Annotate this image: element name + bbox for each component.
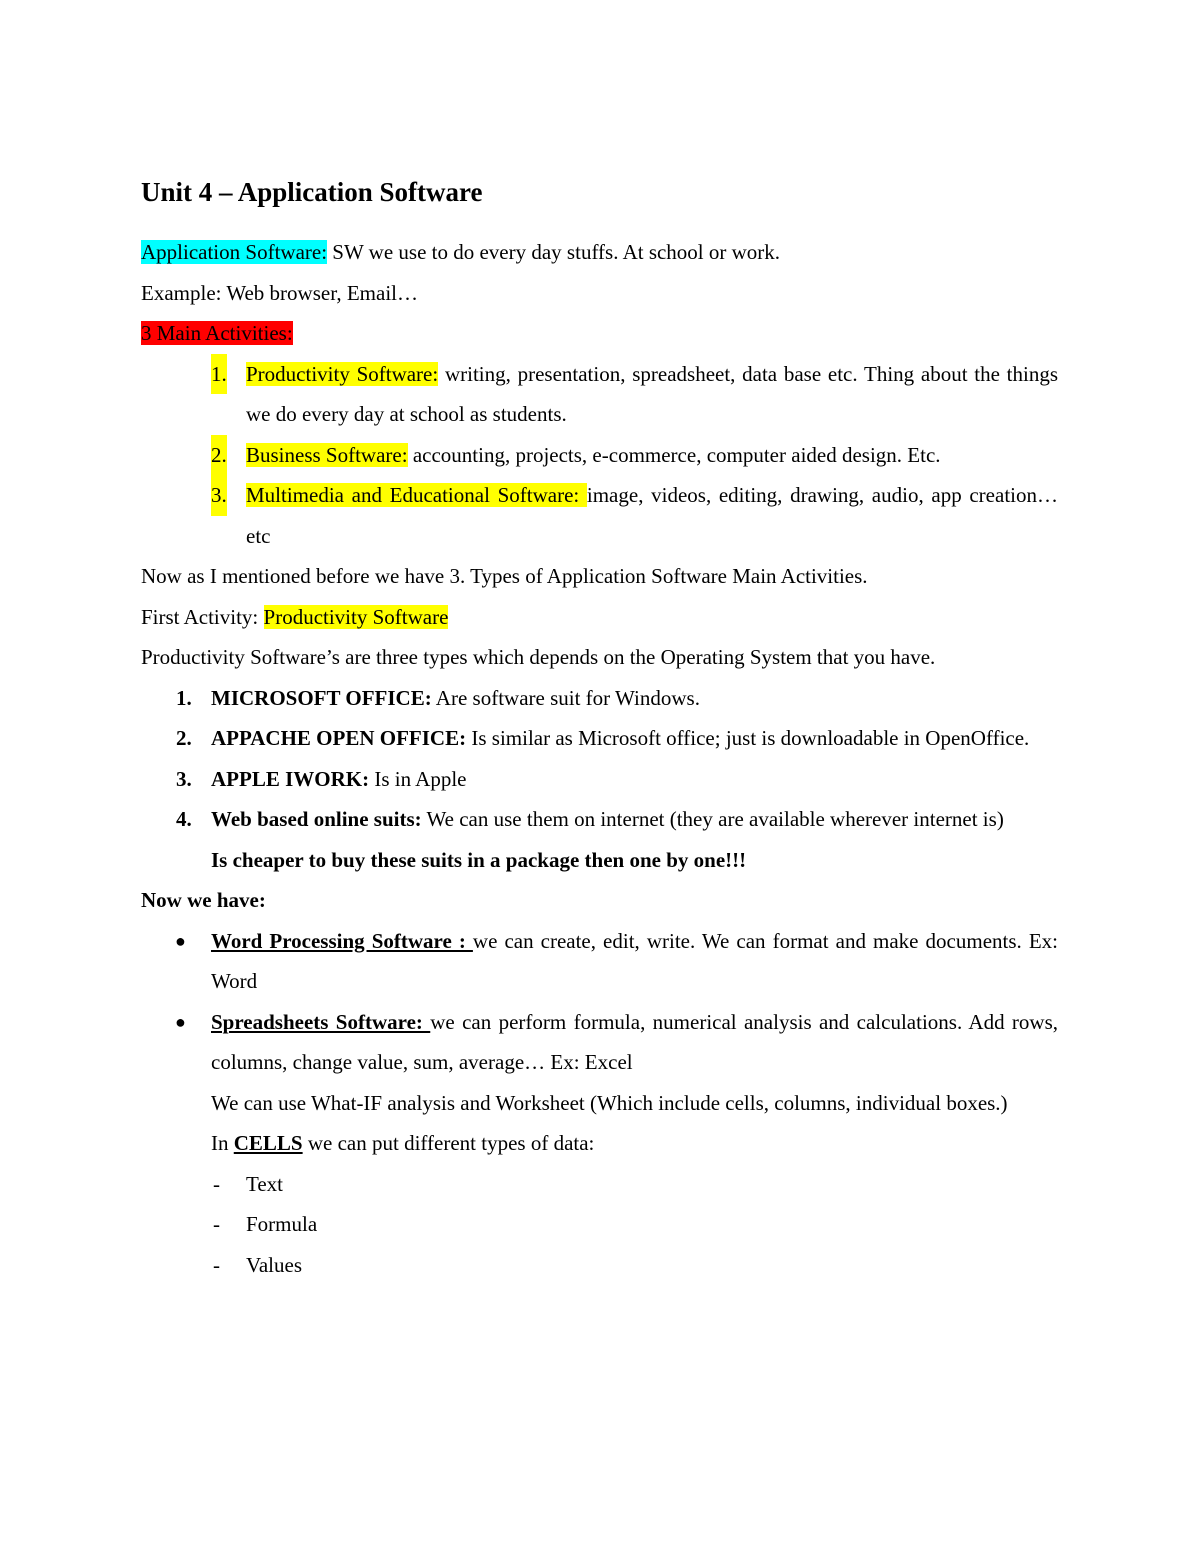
cells-prefix: In bbox=[211, 1131, 234, 1155]
data-type-item bbox=[141, 1204, 1058, 1245]
activity-item bbox=[141, 354, 1058, 435]
suite-label: MICROSOFT OFFICE: bbox=[211, 685, 432, 710]
activity-label: Business Software: bbox=[246, 442, 408, 467]
activities-heading bbox=[141, 313, 1058, 354]
bullet-icon: ● bbox=[175, 1011, 186, 1032]
cells-suffix: we can put different types of data: bbox=[302, 1131, 595, 1155]
mentioned-paragraph: Now as I mentioned before we have 3. Types of Application Software Main Activities. bbox=[141, 564, 868, 588]
document-body bbox=[141, 232, 1058, 1285]
cells-word: CELLS bbox=[233, 1131, 303, 1155]
bullet-text: we can perform formula, numerical analysis and calculations. Add rows, columns, change value, sum, average… Ex: Excel bbox=[211, 1009, 1059, 1074]
activity-number: 3. bbox=[211, 475, 227, 516]
suite-text: We can use them on internet (they are available wherever internet is) bbox=[421, 807, 1004, 831]
data-type-item bbox=[141, 1245, 1058, 1286]
now-we-have-heading bbox=[141, 880, 1058, 921]
activity-item bbox=[141, 435, 1058, 476]
suite-text: Is in Apple bbox=[369, 766, 467, 791]
bullet-item bbox=[141, 1002, 1058, 1083]
suite-number: 1. bbox=[176, 685, 192, 710]
cells-paragraph bbox=[141, 1123, 1058, 1164]
suite-label: Web based online suits: bbox=[211, 807, 422, 831]
now-we-have-text: Now we have: bbox=[141, 888, 266, 912]
bullet-icon: ● bbox=[175, 930, 186, 951]
dash-marker: - bbox=[213, 1212, 220, 1236]
suite-label: APPLE IWORK: bbox=[211, 766, 370, 791]
definition-paragraph bbox=[141, 232, 1058, 273]
data-type-item bbox=[141, 1164, 1058, 1205]
first-activity-prefix: First Activity: bbox=[141, 604, 264, 629]
data-type-text: Formula bbox=[246, 1212, 318, 1236]
activity-number: 2. bbox=[211, 435, 227, 476]
suite-item bbox=[141, 799, 1058, 840]
dash-marker: - bbox=[213, 1171, 220, 1196]
data-type-text: Values bbox=[246, 1252, 302, 1277]
page-title: Unit 4 – Application Software bbox=[141, 177, 483, 207]
cheaper-note-text: Is cheaper to buy these suits in a package then one by one!!! bbox=[211, 847, 747, 872]
software-bullets bbox=[141, 921, 1058, 1083]
activity-label: Multimedia and Educational Software: bbox=[246, 483, 587, 507]
activity-text: accounting, projects, e-commerce, computer aided design. Etc. bbox=[407, 442, 941, 467]
whatif-paragraph: We can use What-IF analysis and Worksheet (Which include cells, columns, individual boxes.) bbox=[211, 1090, 1008, 1115]
data-types-list bbox=[141, 1164, 1058, 1286]
suite-text: Is similar as Microsoft office; just is downloadable in OpenOffice. bbox=[466, 726, 1030, 750]
bullet-label: Spreadsheets Software: bbox=[211, 1009, 431, 1034]
first-activity-highlight: Productivity Software bbox=[263, 604, 449, 629]
suite-number: 3. bbox=[176, 766, 192, 791]
definition-term: Application Software: bbox=[141, 240, 328, 264]
suite-item bbox=[141, 678, 1058, 719]
activity-text: writing, presentation, spreadsheet, data base etc. Thing about the things we do every day at school as students. bbox=[246, 361, 1058, 426]
suite-item bbox=[141, 718, 1058, 759]
suite-text: Are software suit for Windows. bbox=[431, 685, 700, 710]
definition-text: SW we use to do every day stuffs. At school or work. bbox=[327, 240, 781, 264]
suite-label: APPACHE OPEN OFFICE: bbox=[211, 726, 467, 750]
activities-list bbox=[141, 354, 1058, 557]
example-paragraph: Example: Web browser, Email… bbox=[141, 280, 419, 305]
bullet-item bbox=[141, 921, 1058, 1002]
first-activity-paragraph bbox=[141, 597, 1058, 638]
productivity-intro: Productivity Software’s are three types which depends on the Operating System that you have. bbox=[141, 645, 936, 669]
activity-text: image, videos, editing, drawing, audio, app creation… etc bbox=[246, 483, 1058, 548]
activities-heading-text: 3 Main Activities: bbox=[141, 321, 293, 345]
suites-list bbox=[141, 678, 1058, 840]
activity-label: Productivity Software: bbox=[246, 361, 439, 386]
activity-number: 1. bbox=[211, 354, 227, 395]
bullet-text: we can create, edit, write. We can format and make documents. Ex: Word bbox=[211, 928, 1058, 993]
data-type-text: Text bbox=[246, 1171, 284, 1196]
suite-number: 2. bbox=[176, 726, 192, 750]
activity-item bbox=[141, 475, 1058, 556]
suite-item bbox=[141, 759, 1058, 800]
suite-number: 4. bbox=[176, 807, 192, 831]
dash-marker: - bbox=[213, 1252, 220, 1277]
bullet-label: Word Processing Software : bbox=[211, 928, 473, 953]
cheaper-note bbox=[141, 840, 1058, 881]
